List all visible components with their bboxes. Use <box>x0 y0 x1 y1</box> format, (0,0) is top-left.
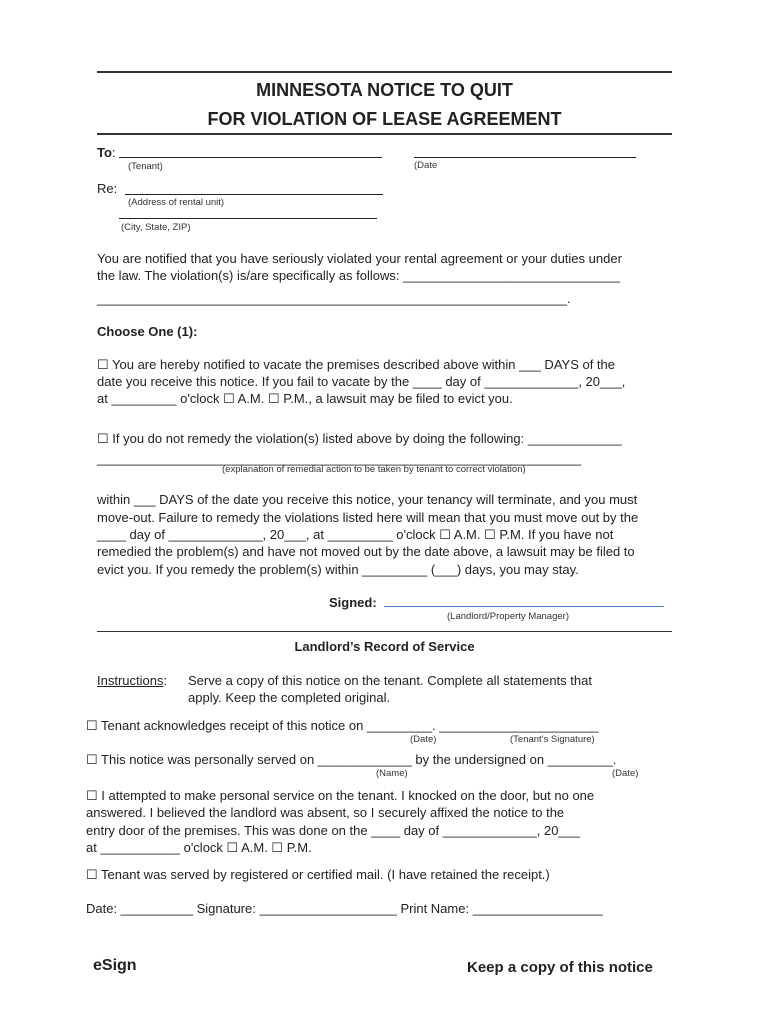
within-line-2: move-out. Failure to remedy the violations listed here will mean that you must move out by the <box>97 510 639 525</box>
within-line-1: within ___ DAYS of the date you receive this notice, your tenancy will terminate, and you must <box>97 492 638 507</box>
city-caption: (City, State, ZIP) <box>121 222 191 233</box>
within-line-3: ____ day of _____________, 20___, at _________ o'clock ☐ A.M. ☐ P.M. If you have not <box>97 527 614 542</box>
ack-signature-caption: (Tenant's Signature) <box>510 734 595 745</box>
within-line-5: evict you. If you remedy the problem(s) within _________ (___) days, you may stay. <box>97 562 579 577</box>
to-label: To <box>97 145 112 160</box>
served-date-caption: (Date) <box>612 768 639 779</box>
address-caption: (Address of rental unit) <box>128 197 225 208</box>
instructions-line-1: Serve a copy of this notice on the tenant. Complete all statements that <box>188 673 592 688</box>
personally-served-line[interactable]: ☐ This notice was personally served on _____________ by the undersigned on _________. <box>86 752 617 767</box>
esign-logo: eSign <box>93 957 137 974</box>
instructions-line-2: apply. Keep the completed original. <box>188 690 391 705</box>
notice-line-1: You are notified that you have seriously violated your rental agreement or your duties under <box>97 251 622 266</box>
instructions-colon: : <box>163 673 168 688</box>
document-subtitle: FOR VIOLATION OF LEASE AGREEMENT <box>207 109 562 129</box>
instructions-label: Instructions <box>97 673 164 688</box>
instructions-label-group <box>97 672 167 690</box>
landlord-caption: (Landlord/Property Manager) <box>447 611 569 622</box>
record-of-service-title: Landlord’s Record of Service <box>294 639 475 654</box>
acknowledge-line[interactable]: ☐ Tenant acknowledges receipt of this notice on _________. ______________________ <box>86 718 599 733</box>
served-name-caption: (Name) <box>376 768 408 779</box>
option-2-line-2: ___________________________________________________________________ <box>97 451 582 466</box>
date-caption: (Date <box>414 160 438 171</box>
attempt-line-1[interactable]: ☐ I attempted to make personal service on the tenant. I knocked on the door, but no one <box>86 788 595 803</box>
option-1-line-2: date you receive this notice. If you fail to vacate by the ____ day of _____________, 20___, <box>97 374 626 389</box>
landlord-signature-line[interactable] <box>384 606 664 607</box>
footer-signature-line[interactable]: Date: __________ Signature: ___________________ Print Name: __________________ <box>86 901 603 916</box>
attempt-line-2: answered. I believed the landlord was absent, so I securely affixed the notice to the <box>86 805 565 820</box>
re-label: Re: <box>97 181 118 196</box>
document-title: MINNESOTA NOTICE TO QUIT <box>256 80 513 100</box>
city-line[interactable] <box>119 218 377 219</box>
keep-copy-note: Keep a copy of this notice <box>467 959 653 976</box>
choose-one-heading: Choose One (1): <box>97 324 198 339</box>
date-line[interactable] <box>414 157 636 158</box>
address-line[interactable] <box>125 194 383 195</box>
option-2-line-1[interactable]: ☐ If you do not remedy the violation(s) listed above by doing the following: _____________ <box>97 431 622 446</box>
within-line-4: remedied the problem(s) and have not moved out by the date above, a lawsuit may be filed to <box>97 544 635 559</box>
option-1-line-3: at _________ o'clock ☐ A.M. ☐ P.M., a lawsuit may be filed to evict you. <box>97 391 513 406</box>
to-colon: : <box>111 145 116 160</box>
to-field-label <box>97 144 116 162</box>
title-bottom-rule <box>97 133 672 135</box>
notice-line-3: _________________________________________________________________. <box>97 291 571 306</box>
option-1-line-1[interactable]: ☐ You are hereby notified to vacate the premises described above within ___ DAYS of the <box>97 357 616 372</box>
ack-date-caption: (Date) <box>410 734 437 745</box>
tenant-name-line[interactable] <box>119 157 382 158</box>
notice-line-2: the law. The violation(s) is/are specifically as follows: ______________________________ <box>97 268 621 283</box>
signed-label: Signed: <box>329 595 377 610</box>
top-rule <box>97 71 672 73</box>
mail-service-line[interactable]: ☐ Tenant was served by registered or certified mail. (I have retained the receipt.) <box>86 867 550 882</box>
attempt-line-3: entry door of the premises. This was done on the ____ day of _____________, 20___ <box>86 823 581 838</box>
attempt-line-4: at ___________ o'clock ☐ A.M. ☐ P.M. <box>86 840 312 855</box>
tenant-caption: (Tenant) <box>128 161 163 172</box>
record-rule <box>97 631 672 632</box>
remedial-caption: (explanation of remedial action to be taken by tenant to correct violation) <box>222 464 526 475</box>
